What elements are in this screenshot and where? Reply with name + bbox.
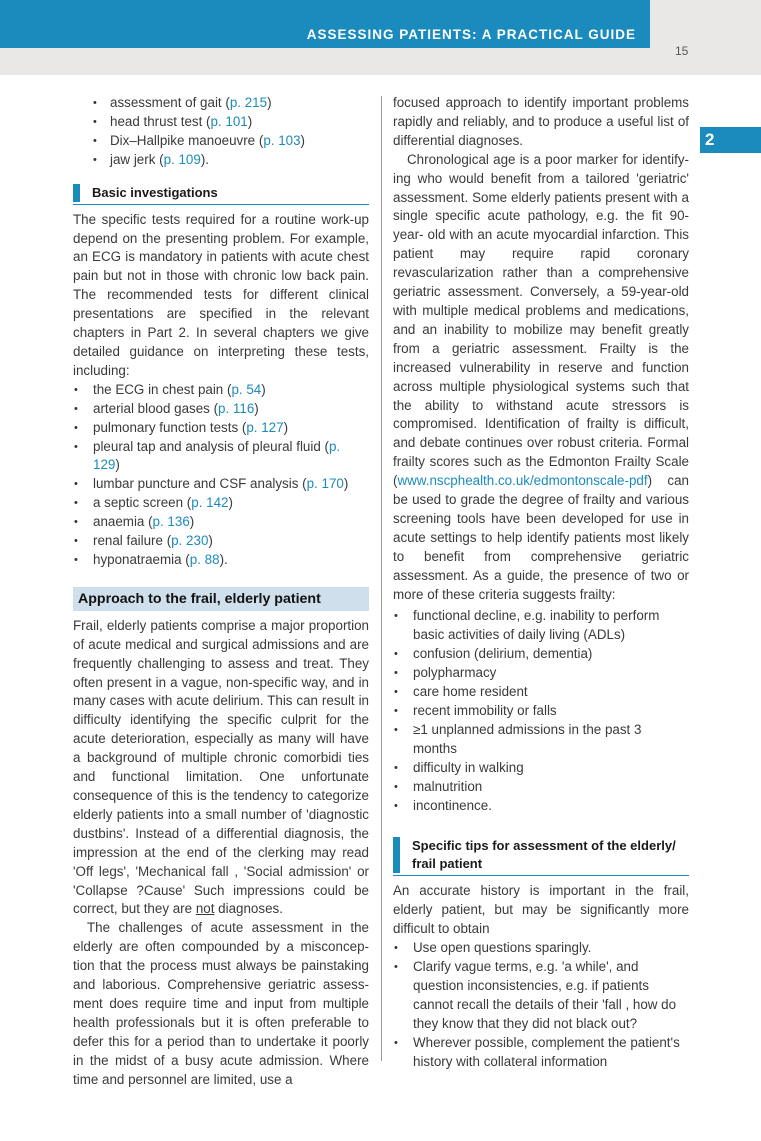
page-reference-link[interactable]: p. 142 — [191, 495, 229, 511]
right-column — [393, 94, 689, 1072]
page-reference-link[interactable]: p. 109 — [163, 151, 201, 167]
page-reference-link[interactable]: p. 215 — [229, 95, 268, 110]
page-reference-link[interactable]: p. 129 — [93, 438, 341, 473]
list-item: • ≥1 unplanned admissions in the past 3 months — [393, 721, 689, 759]
paragraph: The challenges of acute assessment in the elderly are often compounded by a misconcep- tion that the process must always be painstaking and laborious. Comprehensive geriatric assess- ment does require time and input from multiple health professionals but it is often preferable to defer this for a period than to undertake it poorly in the midst of a busy acute admission. Where time and personnel are limited, use a — [73, 920, 369, 1087]
specific-tips-box — [393, 837, 689, 876]
list-item: • pleural tap and analysis of pleural fluid (p. 129) — [73, 438, 369, 476]
list-item: • polypharmacy — [393, 664, 689, 683]
heading-rule — [73, 204, 369, 205]
investigations-list — [73, 381, 369, 570]
list-item: • head thrust test (p. 101) — [73, 113, 369, 132]
page-number: 15 — [675, 44, 689, 58]
list-item: • renal failure (p. 230) — [73, 532, 369, 551]
page-reference-link[interactable]: p. 54 — [231, 381, 262, 397]
list-item: • assessment of gait (p. 215) — [73, 94, 369, 113]
list-item: • arterial blood gases (p. 116) — [73, 400, 369, 419]
paragraph: focused approach to identify important problems rapidly and reliably, and to produce a useful list of differential diagnoses. — [393, 95, 689, 148]
list-item: • Wherever possible, complement the patient's history with collateral information — [393, 1034, 689, 1072]
page-reference-link[interactable]: p. 103 — [263, 132, 301, 148]
edmonton-scale-link[interactable]: www.nscphealth.co.uk/edmontonscale-pdf — [397, 473, 648, 489]
section-heading: Basic investigations — [73, 184, 369, 202]
section-heading: Approach to the frail, elderly patient — [73, 587, 369, 611]
list-item: • incontinence. — [393, 797, 689, 816]
page-reference-link[interactable]: p. 170 — [306, 476, 344, 492]
list-item: • Dix–Hallpike manoeuvre (p. 103) — [73, 132, 369, 151]
frailty-criteria-list — [393, 607, 689, 815]
list-item: • Clarify vague terms, e.g. 'a while', and question inconsistencies, e.g. if patients cannot recall the details of their 'fall , how do they know that they did not black out? — [393, 958, 689, 1034]
list-item: • recent immobility or falls — [393, 702, 689, 721]
section-heading: Specific tips for assessment of the elderly/ frail patient — [393, 837, 689, 873]
page-reference-link[interactable]: p. 127 — [246, 419, 284, 435]
chapter-tab: 2 — [700, 127, 761, 153]
list-item: • hyponatraemia (p. 88). — [73, 551, 369, 570]
list-item: • care home resident — [393, 683, 689, 702]
list-item: • pulmonary function tests (p. 127) — [73, 419, 369, 438]
list-item: • difficulty in walking — [393, 759, 689, 778]
running-title: ASSESSING PATIENTS: A PRACTICAL GUIDE — [306, 27, 636, 42]
list-item: • Use open questions sparingly. — [393, 939, 689, 958]
list-item: • anaemia (p. 136) — [73, 513, 369, 532]
emphasis-underline: not — [195, 901, 215, 917]
list-item: • functional decline, e.g. inability to perform basic activities of daily living (ADLs) — [393, 607, 689, 645]
column-divider — [381, 96, 382, 1061]
page-reference-link[interactable]: p. 230 — [171, 533, 209, 549]
running-header — [0, 0, 650, 48]
page-reference-link[interactable]: p. 136 — [152, 514, 190, 530]
basic-investigations-box — [73, 184, 369, 205]
paragraph: The specific tests required for a routine work-up depend on the presenting problem. For example, an ECG is mandatory in patients with acute chest pain but not in those with chronic low back pain. The recommended tests for different clinical presentations are specified in the relevant chapters in Part 2. In several chapters we give detailed guidance on interpreting these tests, including: — [73, 211, 369, 378]
page-reference-link[interactable]: p. 116 — [218, 400, 255, 416]
page-reference-link[interactable]: p. 101 — [210, 113, 248, 129]
heading-rule — [393, 875, 689, 876]
left-column — [73, 94, 369, 1090]
tips-list — [393, 939, 689, 1071]
page-reference-link[interactable]: p. 88 — [189, 551, 220, 567]
list-item: • the ECG in chest pain (p. 54) — [73, 381, 369, 400]
list-item: • jaw jerk (p. 109). — [73, 151, 369, 170]
paragraph: Frail, elderly patients comprise a major proportion of acute medical and surgical admissions and are frequently challenging to assess and treat. They often present in a vague, non-specific way, and in many cases with acute delirium. This can result in difficulty identifying the specific culprit for the acute deterioration, especially as many will have a background of multiple chronic comorbidi ties and functional limitation. One unfortunate consequence of this is the tendency to categorize elderly patients into a small number of 'diagnostic dustbins'. Instead of a differential diagnosis, the impression at the end of the clerking may read 'Off legs', 'Mechanical fall , 'Social admission' or 'Collapse ?Cause' Such impressions could be correct, but they are not diagnoses. — [73, 617, 369, 917]
list-item: • malnutrition — [393, 778, 689, 797]
list-item: • confusion (delirium, dementia) — [393, 645, 689, 664]
paragraph: Chronological age is a poor marker for identify- ing who would benefit from a tailored 'geriatric' assessment. Some elderly patients present with a single specific acute pathology, e.g. the fit 90-year- old with an acute myocardial infarction. This patient may require rapid coronary revascularization rather than a comprehensive geriatric assessment. Conversely, a 59-year-old with multiple medical problems and medications, and an inability to mobilize may benefit greatly from a geriatric assessment. Frailty is the increased vulnerability in reserve and function across multiple physiological systems such that the ability to withstand acute stressors is compromised. Identification of frailty is difficult, and debate continues over robust criteria. Formal frailty scores such as the Edmonton Frailty Scale (www.nscphealth.co.uk/edmontonscale-pdf) can be used to grade the degree of frailty and various screening tools have been developed for use in acute settings to help identify patients most likely to benefit from comprehensive geriatric assessment. As a guide, the presence of two or more of these criteria suggests frailty: — [393, 151, 689, 602]
paragraph: An accurate history is important in the frail, elderly patient, but may be significantly more difficult to obtain — [393, 883, 689, 937]
list-item: • lumbar puncture and CSF analysis (p. 170) — [73, 475, 369, 494]
list-item: • a septic screen (p. 142) — [73, 494, 369, 513]
exam-list — [73, 94, 369, 170]
